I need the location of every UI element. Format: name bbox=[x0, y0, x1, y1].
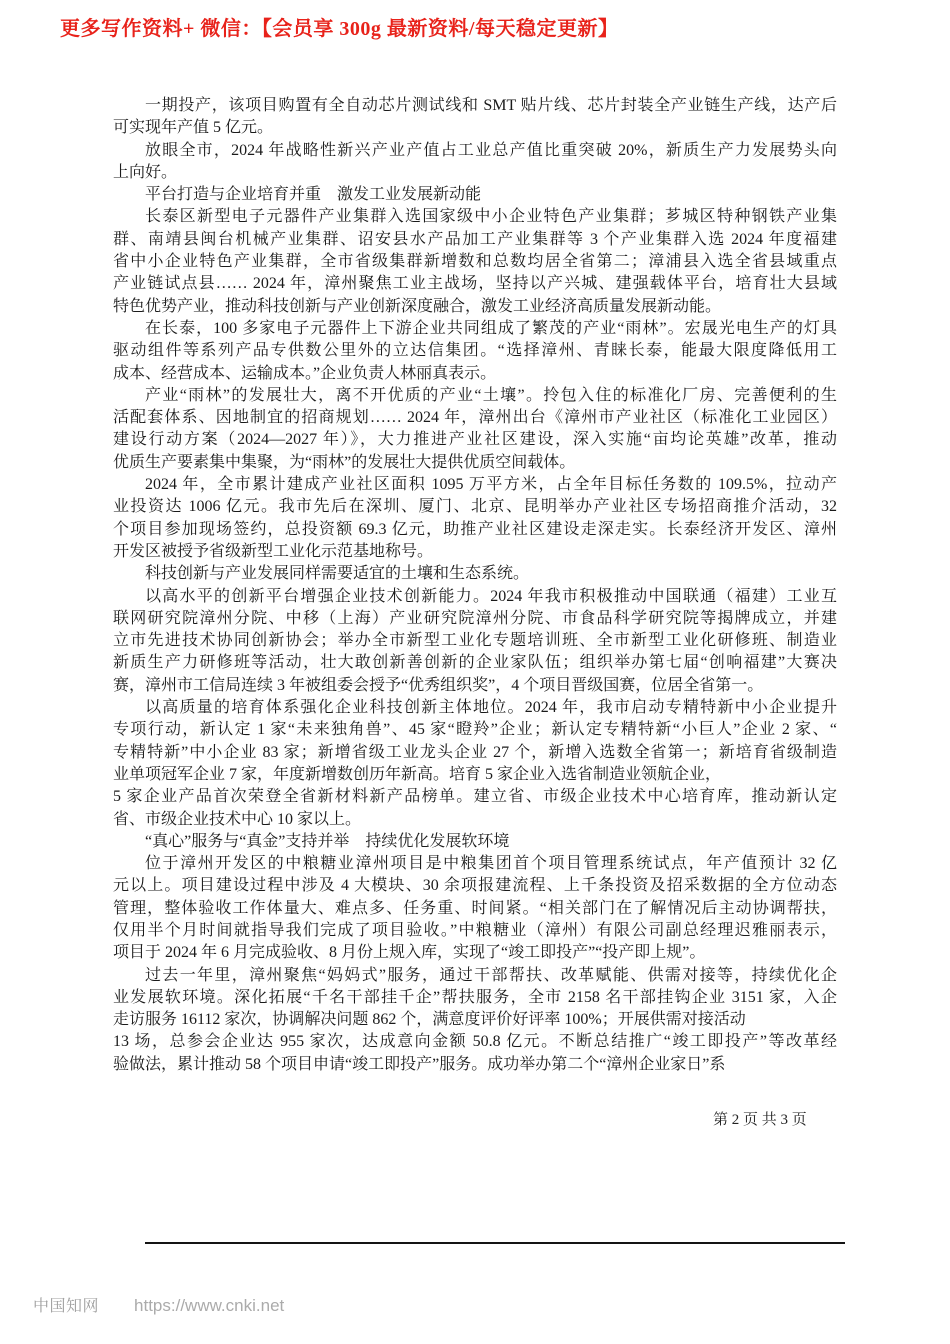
text-line: “真心”服务与“真金”支持并举 持续优化发展软环境 bbox=[145, 832, 510, 850]
text-line: 项目于 2024 年 6 月完成验收、8 月份上规入库，实现了“竣工即投产”“投产即上规”。 bbox=[113, 944, 706, 962]
text-line: 仅用半个月时间就指导我们完成了项目验收。”中粮糖业（漳州）有限公司副总经理迟雅丽表示， bbox=[113, 921, 837, 939]
text-line: 位于漳州开发区的中粮糖业漳州项目是中粮集团首个项目管理系统试点，年产值预计 32 亿 bbox=[145, 855, 837, 873]
text-line: 省中小企业特色产业集群，全市省级集群新增数和总数均居全省第二；漳浦县入选全省县域重点 bbox=[113, 253, 837, 271]
text-line: 业投资达 1006 亿元。我市先后在深圳、厦门、北京、昆明举办产业社区专场招商推介活动，32 bbox=[113, 498, 837, 516]
text-line: 专项行动，新认定 1 家“未来独角兽”、45 家“瞪羚”企业；新认定专精特新“小巨人”企业 2 家、“ bbox=[113, 721, 837, 739]
text-line: 群、南靖县闽台机械产业集群、诏安县水产品加工产业集群等 3 个产业集群入选 2024 年度福建 bbox=[113, 230, 837, 248]
footer-divider-line bbox=[145, 1242, 845, 1244]
text-line: 联网研究院漳州分院、中移（上海）产业研究院漳州分院、市食品科学研究院等揭牌成立，并建 bbox=[113, 609, 837, 627]
text-line: 元以上。项目建设过程中涉及 4 大模块、30 余项报建流程、上千条投资及招采数据的全方位动态 bbox=[113, 877, 837, 895]
text-line: 开发区被授予省级新型工业化示范基地称号。 bbox=[113, 542, 434, 560]
text-line: 可实现年产值 5 亿元。 bbox=[113, 119, 274, 137]
cnki-brand-label: 中国知网 bbox=[33, 1298, 100, 1315]
text-line: 验做法，累计推动 58 个项目申请“竣工即投产”服务。成功举办第二个“漳州企业家日”系 bbox=[113, 1055, 726, 1073]
text-line: 驱动组件等系列产品专供数公里外的立达信集团。“选择漳州、青睐长泰，能最大限度降低用工 bbox=[113, 342, 837, 360]
promo-banner-text: 更多写作资料+ 微信：【会员享 300g 最新资料/每天稳定更新】 bbox=[60, 18, 619, 40]
page-number: 第 2 页 共 3 页 bbox=[713, 1112, 807, 1128]
cnki-url: https://www.cnki.net bbox=[134, 1296, 285, 1315]
text-line: 产业“雨林”的发展壮大，离不开优质的产业“土壤”。拎包入住的标准化厂房、完善便利的生 bbox=[145, 386, 837, 404]
text-line: 优质生产要素集中集聚，为“雨林”的发展壮大提供优质空间载体。 bbox=[113, 453, 576, 471]
text-line: 业发展软环境。深化拓展“千名干部挂千企”帮扶服务，全市 2158 名干部挂钩企业 3151 家，入企 bbox=[113, 988, 837, 1006]
text-line: 管理，整体验收工作体量大、难点多、任务重、时间紧。“相关部门在了解情况后主动协调帮扶， bbox=[113, 899, 837, 917]
text-line: 新质生产力研修班等活动，壮大敢创新善创新的企业家队伍；组织举办第七届“创响福建”大赛决 bbox=[113, 654, 837, 672]
text-line: 专精特新”中小企业 83 家；新增省级工业龙头企业 27 个，新增入选数全省第一；新培育省级制造 bbox=[113, 743, 837, 761]
site-footer bbox=[33, 1293, 284, 1317]
document-lines bbox=[113, 95, 837, 1076]
text-line: 5 家企业产品首次荣登全省新材料新产品榜单。建立省、市级企业技术中心培育库，推动新认定 bbox=[113, 788, 837, 806]
text-line: 在长泰，100 多家电子元器件上下游企业共同组成了繁茂的产业“雨林”。宏晟光电生产的灯具 bbox=[145, 319, 837, 337]
text-line: 省、市级企业技术中心 10 家以上。 bbox=[113, 810, 362, 828]
text-line: 平台打造与企业培育并重 激发工业发展新动能 bbox=[145, 186, 482, 204]
text-line: 放眼全市，2024 年战略性新兴产业产值占工业总产值比重突破 20%，新质生产力发展势头向 bbox=[145, 141, 837, 159]
text-line: 以高水平的创新平台增强企业技术创新能力。2024 年我市积极推动中国联通（福建）工业互 bbox=[145, 587, 837, 605]
text-line: 特色优势产业，推动科技创新与产业创新深度融合，激发工业经济高质量发展新动能。 bbox=[113, 297, 722, 315]
text-line: 走访服务 16112 家次，协调解决问题 862 个，满意度评价好评率 100%；开展供需对接活动 bbox=[113, 1011, 746, 1029]
text-line: 2024 年，全市累计建成产业社区面积 1095 万平方米，占全年目标任务数的 109.5%，拉动产 bbox=[145, 476, 837, 494]
text-line: 产业链试点县…… 2024 年，漳州聚焦工业主战场，坚持以产兴城、建强载体平台，培育壮大县域 bbox=[113, 275, 837, 293]
text-line: 个项目参加现场签约，总投资额 69.3 亿元，助推产业社区建设走深走实。长泰经济开发区、漳州 bbox=[113, 520, 837, 538]
text-line: 业单项冠军企业 7 家，年度新增数创历年新高。培育 5 家企业入选省制造业领航企业， bbox=[113, 765, 722, 783]
text-line: 科技创新与产业发展同样需要适宜的土壤和生态系统。 bbox=[145, 565, 530, 583]
text-line: 建设行动方案（2024—2027 年）》，大力推进产业社区建设，深入实施“亩均论英雄”改革，推动 bbox=[113, 431, 837, 449]
text-line: 上向好。 bbox=[113, 163, 178, 181]
text-line: 活配套体系、因地制宜的招商规划…… 2024 年，漳州出台《漳州市产业社区（标准化工业园区） bbox=[113, 409, 837, 427]
text-line: 赛，漳州市工信局连续 3 年被组委会授予“优秀组织奖”，4 个项目晋级国赛，位居全省第一。 bbox=[113, 676, 764, 694]
text-line: 长泰区新型电子元器件产业集群入选国家级中小企业特色产业集群；芗城区特种钢铁产业集 bbox=[145, 208, 837, 226]
text-line: 成本、经营成本、运输成本。”企业负责人林丽真表示。 bbox=[113, 364, 497, 382]
text-line: 13 场，总参会企业达 955 家次，达成意向金额 50.8 亿元。不断总结推广“竣工即投产”等改革经 bbox=[113, 1033, 837, 1051]
text-line: 过去一年里，漳州聚焦“妈妈式”服务，通过干部帮扶、改革赋能、供需对接等，持续优化企 bbox=[145, 966, 837, 984]
text-line: 以高质量的培育体系强化企业科技创新主体地位。2024 年，我市启动专精特新中小企业提升 bbox=[145, 699, 837, 717]
text-line: 立市先进技术协同创新协会；举办全市新型工业化专题培训班、全市新型工业化研修班、制造业 bbox=[113, 632, 837, 650]
text-line: 一期投产，该项目购置有全自动芯片测试线和 SMT 贴片线、芯片封装全产业链生产线，达产后 bbox=[145, 97, 837, 114]
